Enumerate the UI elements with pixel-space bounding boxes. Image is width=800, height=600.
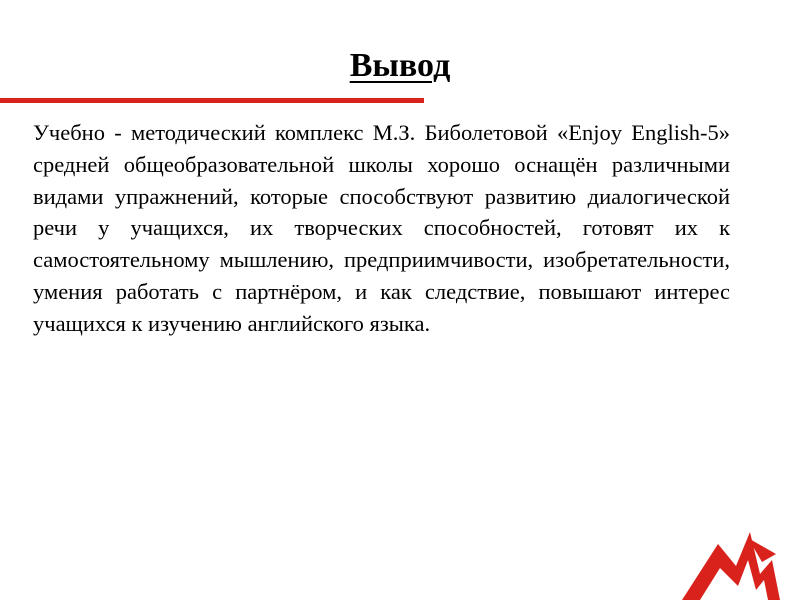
- slide-title-text: Вывод: [349, 47, 451, 84]
- conclusion-paragraph: Учебно - методический комплекс М.З. Биболетовой «Enjoy English-5» средней общеобразовательной школы хорошо оснащён различными видами упражнений, которые способствуют развитию диалогической речи у учащихся, их творческих способностей, готовят их к самостоятельному мышлению, предприимчивости, изобретательности, умения работать с партнёром, и как следствие, повышают интерес учащихся к изучению английского языка.: [33, 120, 730, 336]
- title-underline-bar: [0, 98, 424, 103]
- red-m-logo-icon: [676, 524, 800, 600]
- slide-title: [0, 44, 800, 88]
